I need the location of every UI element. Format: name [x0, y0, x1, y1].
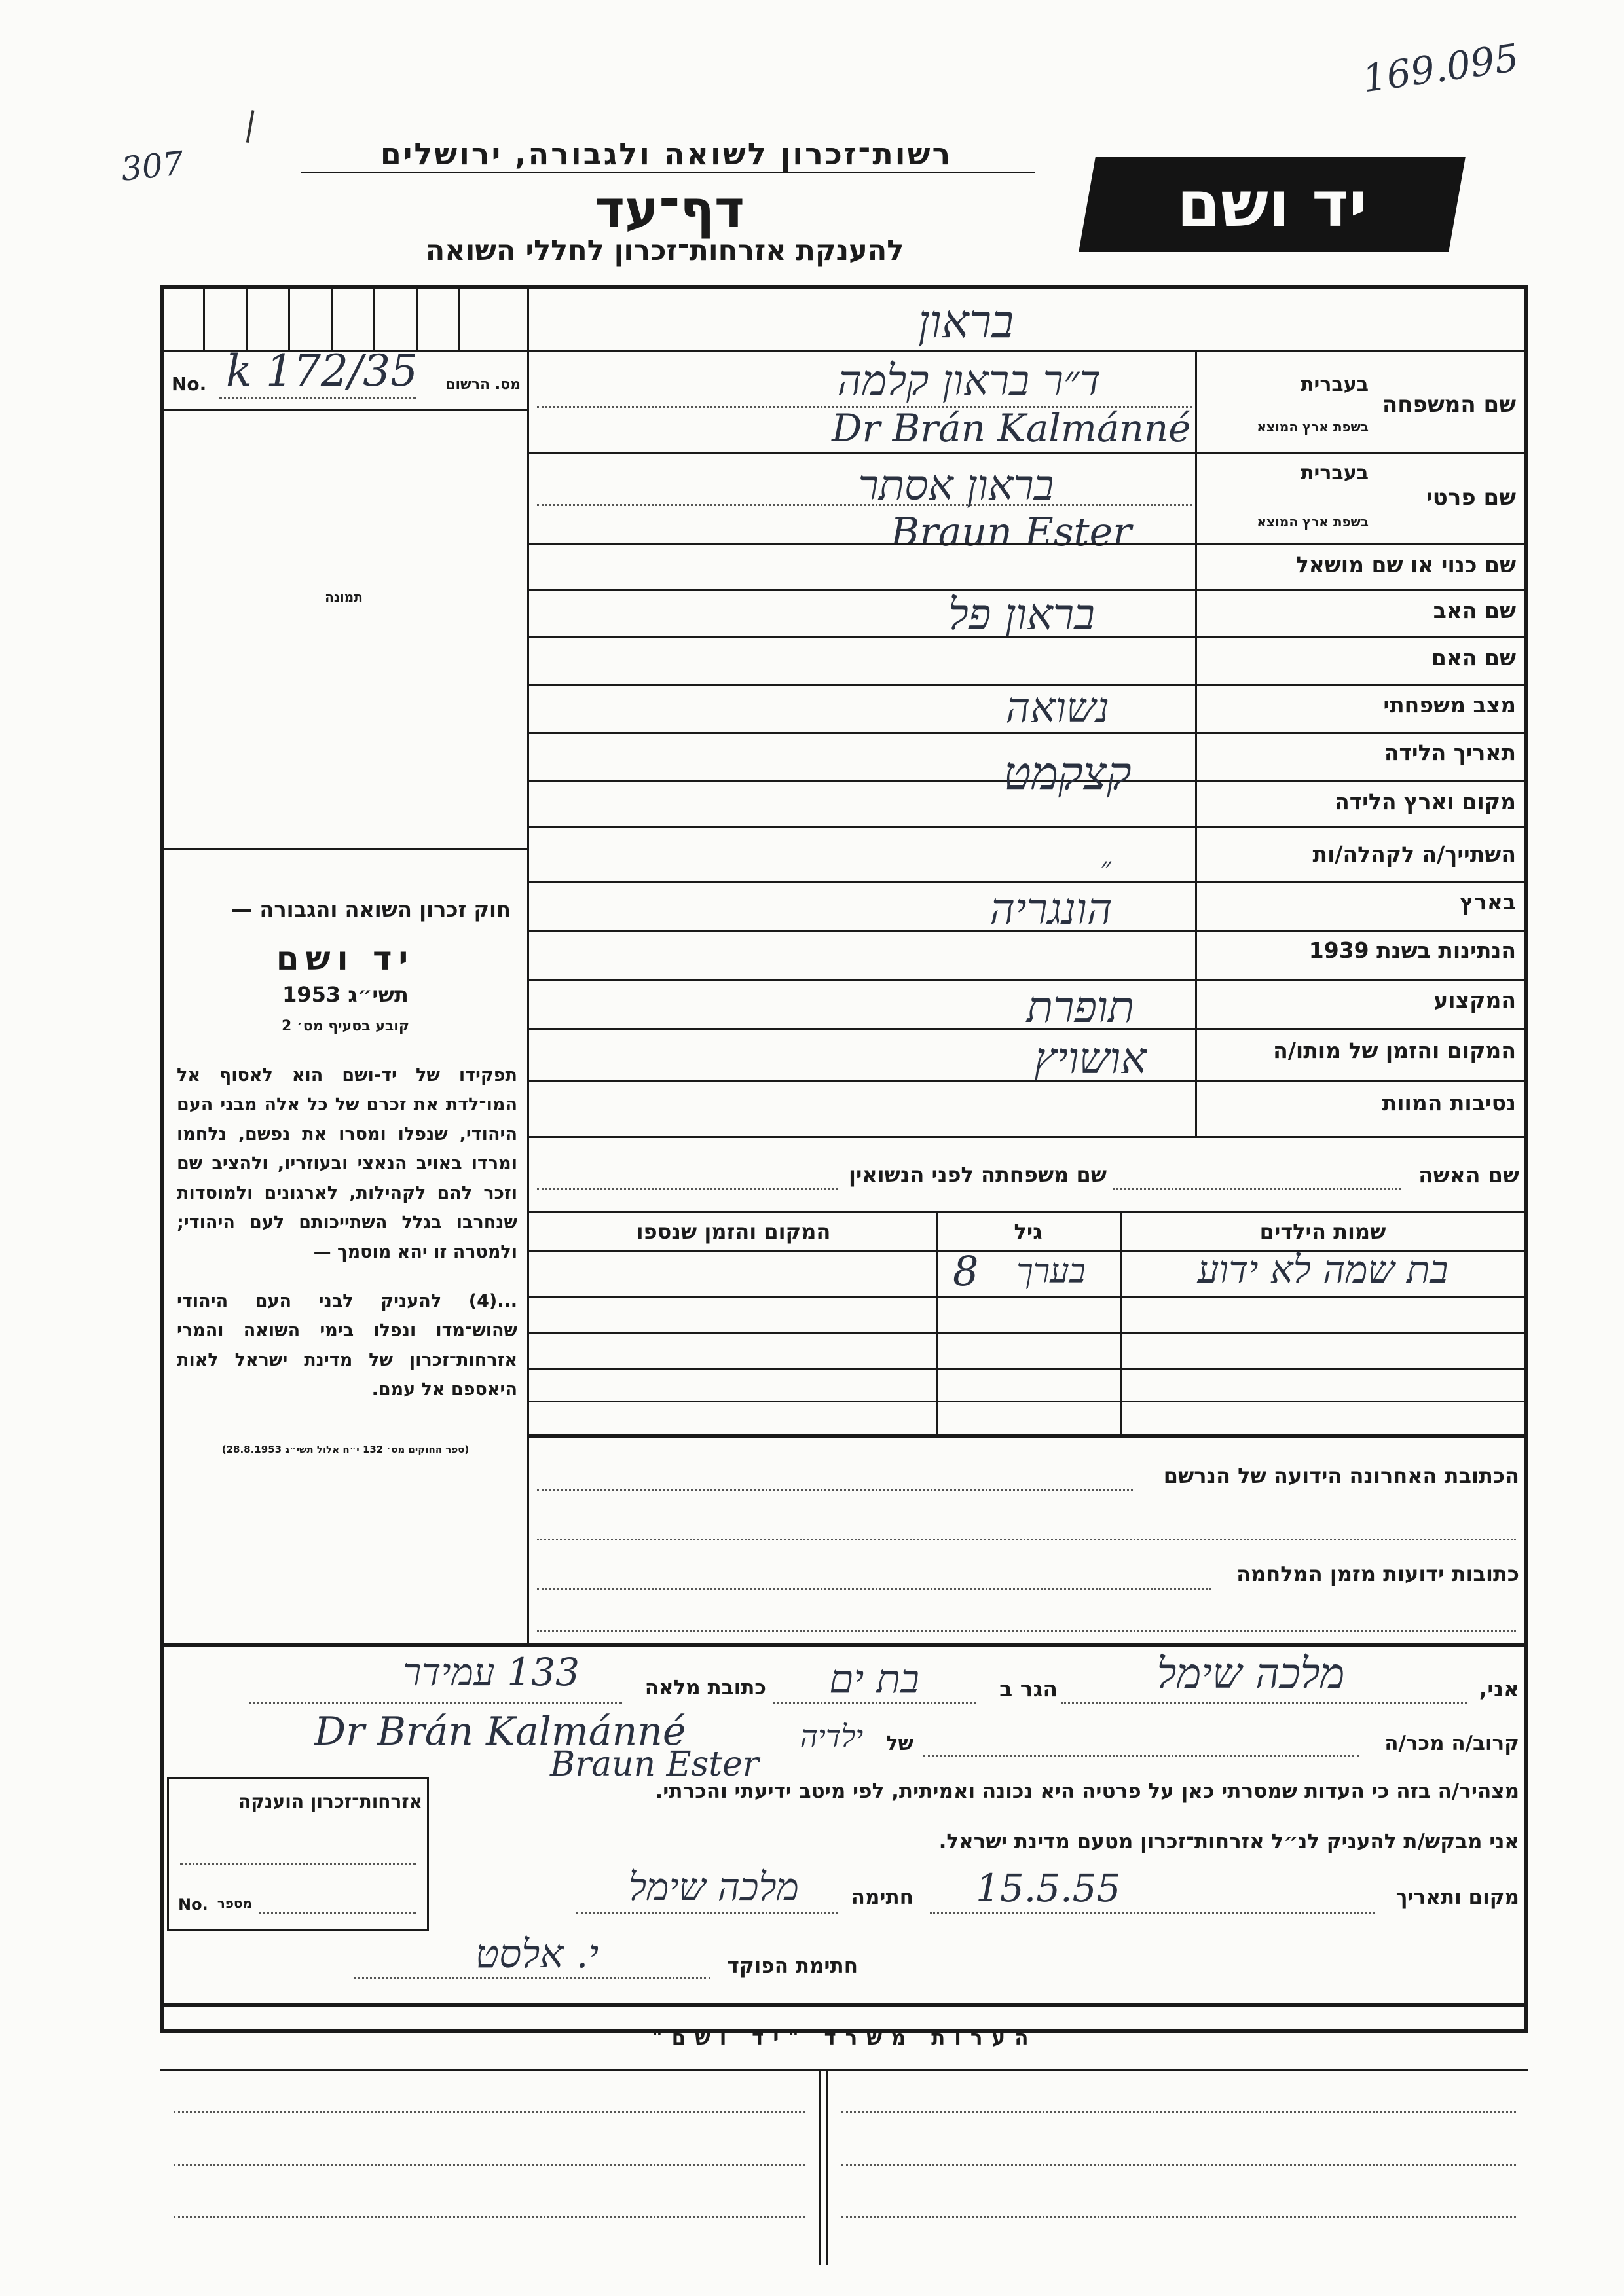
award-no-label: No.	[178, 1895, 208, 1914]
surname-hebrew-label: בעברית	[1301, 373, 1369, 396]
declaration-i-label: אני,	[1479, 1676, 1519, 1702]
yad-vashem-logo	[1079, 157, 1466, 252]
notes-dots-right-3	[841, 2216, 1516, 2218]
mother-label: שם האם	[1431, 645, 1516, 670]
citizenship-label: הנתינות בשנת 1939	[1308, 938, 1516, 963]
child-1-name: בת שמה לא ידוע	[1197, 1247, 1449, 1292]
label-column-divider	[1195, 350, 1197, 1136]
surname-origin: Dr Brán Kalmánné	[832, 406, 1191, 450]
reg-dots	[219, 397, 416, 399]
children-row-line-1	[527, 1296, 1528, 1298]
law-paragraph-2: ...(4) להעניק לבני העם היהודי שהוש־מדו ונפלו בימי השואה והמרי אזרחות־זכרון של מדינת ישראל לאות היאספם אל עמם.	[177, 1291, 517, 1400]
pen-mark	[246, 110, 268, 145]
date-value: 15.5.55	[976, 1866, 1121, 1910]
death-value: אושויץ	[1034, 1033, 1147, 1084]
signature-dots	[576, 1912, 838, 1914]
row-line-death	[527, 1080, 1528, 1082]
war-address-dots-1	[537, 1588, 1211, 1590]
declaration-statement: מצהיר/ה בזה כי העדות שמסרתי כאן על פרטיה היא נכונה ואמיתית, לפי מיטב ידיעתי והכרתי.	[655, 1779, 1519, 1803]
row-line-spouse	[527, 1211, 1528, 1213]
signature-label: חתימה	[851, 1886, 913, 1909]
notes-dots-left-2	[174, 2164, 805, 2166]
first-name-hebrew: בראון אסתר	[858, 462, 1054, 510]
reg-label: מס. הרשום	[445, 376, 521, 393]
notes-dots-left-1	[174, 2111, 805, 2113]
officer-dots	[354, 1977, 710, 1979]
full-address-value: 133 עמידר	[403, 1650, 580, 1694]
marital-value: נשואה	[1005, 684, 1110, 733]
declarant-name: מלכה שימל	[1156, 1650, 1345, 1698]
children-row-line-4	[527, 1401, 1528, 1402]
child-1-place: בערך	[1016, 1252, 1086, 1291]
row-line-birthplace	[527, 826, 1528, 828]
birthplace-value: קצקמט	[1003, 746, 1132, 800]
reg-no-label: No.	[172, 373, 207, 395]
war-address-label: כתובות ידועות מזמן המלחמה	[1236, 1561, 1519, 1586]
profession-label: המקצוע	[1433, 987, 1516, 1013]
office-notes-header-line	[160, 2069, 1528, 2071]
community-label: השתייך/ה לקהלה/ות	[1312, 841, 1516, 867]
wife-label: שם האשה	[1418, 1162, 1519, 1188]
children-names-header: שמות הילדים	[1259, 1219, 1386, 1244]
file-number: 307	[119, 144, 186, 189]
last-address-dots-1	[537, 1489, 1133, 1491]
surname-label: שם המשפחה	[1382, 392, 1516, 418]
office-notes-divider-b	[826, 2069, 828, 2265]
reg-box-line	[288, 285, 290, 350]
first-name-hebrew-label: בעברית	[1301, 462, 1369, 484]
handwritten-top: בראון	[918, 295, 1014, 348]
first-name-origin: Braun Ester	[891, 509, 1132, 555]
country-value: הונגריה	[989, 884, 1113, 934]
officer-label: חתימת הפוקד	[727, 1954, 858, 1978]
notes-dots-right-1	[841, 2111, 1516, 2113]
declaration-request: אני מבקש/ת להעניק לנ״ל אזרחות־זכרון מטעם מדינת ישראל.	[938, 1830, 1519, 1853]
authority-line: רשות־זכרון לשואה ולגבורה, ירושלים	[380, 136, 953, 172]
first-name-origin-label: בשפת ארץ המוצא	[1257, 514, 1369, 530]
row-line-first-name	[527, 543, 1528, 545]
children-bottom-line	[527, 1434, 1528, 1438]
reg-box-line	[458, 285, 460, 350]
addresses-left-divider	[527, 1437, 529, 1643]
notes-dots-right-2	[841, 2164, 1516, 2166]
reg-number: k 172/35	[226, 346, 418, 396]
children-row-line-3	[527, 1368, 1528, 1370]
law-title: חוק זכרון השואה והגבורה —	[231, 897, 511, 922]
nickname-label: שם כנוי או שם מושאל	[1295, 552, 1516, 577]
children-col-names-left	[1120, 1211, 1122, 1437]
declarant-dots	[1061, 1702, 1467, 1704]
law-name: יד ושם	[276, 939, 415, 977]
office-notes-divider-a	[819, 2069, 821, 2265]
war-address-dots-2	[537, 1630, 1516, 1632]
father-value: בראון פל	[948, 589, 1095, 640]
declaration-top-line	[160, 1643, 1528, 1647]
place-date-label: מקום ותאריך	[1395, 1886, 1519, 1909]
law-year: תשי״ג 1953	[282, 982, 409, 1007]
maiden-dots	[537, 1188, 838, 1190]
notes-dots-left-3	[174, 2216, 805, 2218]
resides-label: הגר ב	[999, 1676, 1058, 1702]
award-dots	[180, 1863, 416, 1865]
reg-box-line	[203, 285, 205, 350]
row-line-marital	[527, 732, 1528, 734]
award-number-label: מספר	[217, 1895, 252, 1911]
row-line-father	[527, 636, 1528, 638]
logo-text: יד ושם	[1177, 168, 1367, 241]
row-line-profession	[527, 1028, 1528, 1030]
row-line-top	[527, 350, 1528, 352]
reg-box-line	[373, 285, 375, 350]
row-line-community	[527, 881, 1528, 883]
birthdate-label: תאריך הלידה	[1384, 740, 1516, 765]
row-line-citizenship	[527, 979, 1528, 981]
birthplace-label: מקום וארץ הלידה	[1335, 789, 1516, 814]
maiden-label: שם משפחתה לפני הנשואין	[848, 1162, 1107, 1187]
circumstances-label: נסיבות המוות	[1382, 1090, 1516, 1116]
child-1-age: 8	[953, 1247, 979, 1295]
photo-label: תמונה	[325, 589, 363, 605]
award-title: אזרחות־זכרון הוענקה	[238, 1791, 422, 1812]
archive-number: 169.095	[1359, 35, 1522, 101]
death-label: המקום והזמן של מותו/ה	[1273, 1038, 1516, 1063]
resides-dots	[773, 1702, 976, 1704]
reg-box-line	[246, 285, 248, 350]
relation-dots	[923, 1755, 1359, 1757]
place-date-dots	[930, 1912, 1375, 1914]
of-label: של	[885, 1732, 913, 1755]
children-row-line-2	[527, 1332, 1528, 1334]
row-line-circumstances	[527, 1136, 1528, 1138]
award-number-dots	[259, 1912, 416, 1914]
children-place-header: המקום והזמן שנספו	[636, 1219, 831, 1244]
authority-underline	[301, 172, 1035, 173]
full-address-label: כתובת מלאה	[644, 1676, 766, 1700]
row-line-surname	[527, 452, 1528, 454]
photo-bottom	[160, 848, 527, 850]
first-name-hebrew-dots	[537, 504, 1192, 506]
children-age-header: גיל	[1014, 1219, 1043, 1244]
last-address-dots-2	[537, 1539, 1516, 1540]
profession-value: תופרת	[1026, 982, 1135, 1032]
marital-label: מצב משפחתי	[1383, 692, 1516, 718]
wife-dots	[1113, 1188, 1401, 1190]
left-column-divider	[527, 285, 529, 1437]
reg-row-bottom	[160, 409, 527, 411]
victim-name-1: Dr Brán Kalmánné	[314, 1709, 686, 1755]
law-source: (ספר החוקים מס׳ 132 י״ח אלול תשי״ג 28.8.1953)	[221, 1444, 470, 1455]
full-address-dots	[249, 1702, 622, 1704]
law-paragraph-1: תפקידו של יד-ושם הוא לאסוף אל המו־לדת את זכרם של כל אלה מבני העם היהודי, שנפלו ומסרו את נפשם, נלחמו ומרדו באויב הנאצי ובעוזריו, ולהציב שם וזכר להם לקהילות, לארגונים ולמוסדות שנחרבו בגלל השתייכותם לעם היהודי; ולמטרה זו יהא מוסמך —	[177, 1065, 517, 1262]
country-label: בארץ	[1460, 889, 1516, 915]
law-clause: קובע בסעיף מס׳ 2	[281, 1018, 410, 1034]
children-col-age-left	[936, 1211, 938, 1437]
reg-box-line	[331, 285, 333, 350]
row-line-country	[527, 930, 1528, 932]
surname-origin-label: בשפת ארץ המוצא	[1257, 419, 1369, 435]
officer-signature: י. אלסט	[475, 1931, 599, 1977]
relation-value: ילדיה	[800, 1719, 864, 1754]
resides-value: בת ים	[829, 1656, 919, 1702]
form-subtitle: להענקת אזרחות־זכרון לחללי השואה	[425, 234, 904, 267]
reg-box-line	[416, 285, 418, 350]
office-notes-top-line	[160, 2003, 1528, 2007]
last-address-label: הכתובת האחרונה הידועה של הנרשם	[1163, 1463, 1519, 1488]
first-name-label: שם פרטי	[1426, 484, 1516, 511]
relation-label: קרוב/ה מכר/ה	[1384, 1732, 1519, 1755]
community-value: ״	[1100, 851, 1111, 884]
surname-hebrew: ד״ר בראון קלמה	[837, 357, 1101, 405]
office-notes-title: הערות משרד "יד ושם"	[652, 2026, 1038, 2050]
form-title: דף־עד	[595, 180, 745, 239]
signature-value: מלכה שימל	[628, 1865, 800, 1909]
father-label: שם האב	[1433, 598, 1516, 623]
victim-name-2: Braun Ester	[550, 1745, 759, 1784]
